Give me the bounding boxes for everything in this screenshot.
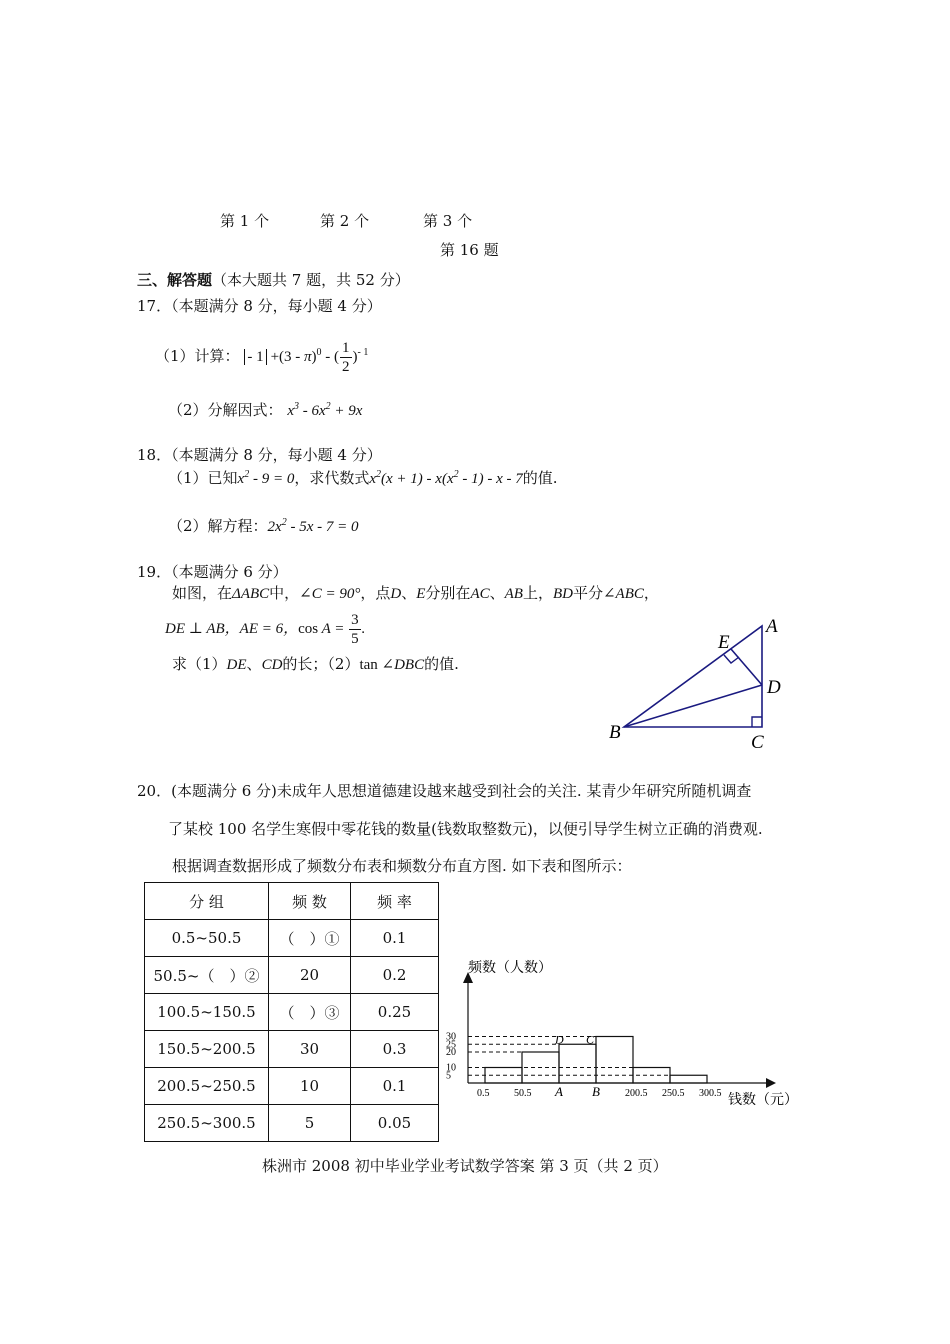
x-tick-label: 250.5 (662, 1088, 685, 1099)
q19-ask-d: 的值. (424, 655, 459, 673)
y-tick-label: 25 (446, 1039, 456, 1051)
q19-text-e: 分别在 (425, 584, 471, 602)
x-tick-label: A (555, 1084, 563, 1099)
x-tick-label: 300.5 (699, 1088, 722, 1099)
y-tick-label: 20 (446, 1047, 456, 1058)
fig16-label-3: 第 3 个 (423, 212, 473, 230)
q19-line2 (165, 604, 365, 652)
fig16-caption: 第 16 题 (440, 241, 499, 259)
table-cell: 200.5~250.5 (145, 1068, 269, 1105)
q19-seg-ac: AC (470, 586, 490, 602)
q19-text-b: 中， (269, 584, 300, 602)
q19-text-i: ， (643, 584, 659, 602)
x-tick-label: 200.5 (625, 1088, 648, 1099)
histogram-bar (670, 1075, 707, 1083)
table-cell: 10 (269, 1068, 351, 1105)
table-header: 频 率 (351, 883, 439, 920)
y-tick-label: 5 (446, 1070, 451, 1082)
x-axis-arrow (766, 1078, 776, 1088)
histogram-bar (596, 1037, 633, 1084)
table-row (145, 1068, 439, 1105)
q17-part1-label: （1）计算： (155, 347, 240, 365)
q17-part2-label: （2）分解因式： (168, 401, 283, 419)
table-header: 频 数 (269, 883, 351, 920)
q17-part1 (155, 329, 368, 377)
label-d: D (767, 677, 781, 698)
segment-de (731, 649, 762, 685)
right-angle-c (752, 717, 762, 727)
q18-part2 (168, 515, 359, 536)
q18-head: 18．（本题满分 8 分，每小题 4 分） (137, 446, 382, 464)
q19-text-d: 、 (401, 584, 417, 602)
q17-poly: $x^3 - 6x^2 + 9x$ (287, 401, 363, 419)
q18-equation: $2x^2 - 5x - 7 = 0$ (267, 517, 359, 535)
point-label-d: D (555, 1032, 564, 1047)
table-cell: （ ）① (269, 920, 351, 957)
table-header-row (145, 883, 439, 920)
frequency-table (144, 882, 439, 1142)
section-heading (137, 269, 410, 290)
table-row (145, 1031, 439, 1068)
q19-seg-bd: BD (552, 586, 573, 602)
q19-line3 (172, 653, 459, 674)
table-cell: 0.1 (351, 920, 439, 957)
q18-p1b: ，求代数式 (294, 469, 370, 487)
table-cell: 5 (269, 1105, 351, 1142)
table-cell: 0.2 (351, 957, 439, 994)
table-cell: 20 (269, 957, 351, 994)
q19-pt-d: D (390, 586, 402, 602)
table-cell: 0.5~50.5 (145, 920, 269, 957)
q19-seg-de: DE (226, 657, 247, 673)
fig16-label-2: 第 2 个 (320, 212, 370, 230)
table-cell: （ ）③ (269, 994, 351, 1031)
q18-part1 (168, 467, 558, 488)
segment-bd (624, 685, 762, 727)
q18-expression: $x^2(x + 1) - x(x^2 - 1) - x - 7$ (369, 469, 523, 487)
q19-angle-abc: ∠ABC (602, 586, 644, 602)
page-footer: 株洲市 2008 初中毕业学业考试数学答案 第 3 页（共 2 页） (262, 1157, 668, 1175)
q19-ask-b: 、 (246, 655, 262, 673)
q17-part2 (168, 399, 362, 420)
q19-tan: tan ∠DBC (359, 657, 425, 673)
table-cell: 150.5~200.5 (145, 1031, 269, 1068)
q19-tri: ΔABC (232, 586, 270, 602)
table-header: 分 组 (145, 883, 269, 920)
q19-conditions: DE ⊥ AB，AE = 6，cos A = $\frac{3}{5}$ . (165, 612, 366, 648)
triangle-abc (624, 626, 762, 727)
table-cell: 50.5~（ ）② (145, 957, 269, 994)
histogram-xlabel: 钱数（元） (728, 1092, 798, 1108)
label-a: A (766, 616, 778, 637)
y-tick-label: 10 (446, 1062, 456, 1074)
q19-ask-c: 的长；（2） (282, 655, 360, 673)
x-tick-label: B (592, 1084, 600, 1099)
q17-head: 17．（本题满分 8 分，每小题 4 分） (137, 297, 382, 315)
triangle-figure (600, 612, 800, 754)
histogram-bar (559, 1044, 596, 1083)
label-e: E (718, 632, 730, 653)
table-cell: 0.05 (351, 1105, 439, 1142)
q19-line1 (172, 582, 659, 603)
section-desc: （本大题共 7 题，共 52 分） (212, 271, 410, 289)
q18-given: $x^2 - 9 = 0$ (237, 469, 295, 487)
table-row (145, 920, 439, 957)
q19-text-h: 平分 (572, 584, 603, 602)
table-cell: 0.25 (351, 994, 439, 1031)
q19-seg-ab: AB (504, 586, 523, 602)
point-label-c: C (586, 1032, 595, 1047)
table-cell: 250.5~300.5 (145, 1105, 269, 1142)
q17-expression: - 1 +(3 - π)$^0$ - ( $\frac{1}{2}$ )$^{- 1}$ (244, 349, 368, 365)
q18-p1c: 的值. (522, 469, 558, 487)
table-cell: 100.5~150.5 (145, 994, 269, 1031)
section-title: 三、解答题 (137, 271, 213, 289)
table-row (145, 1105, 439, 1142)
q20-line1: 20．(本题满分 6 分)未成年人思想道德建设越来越受到社会的关注. 某青少年研究所随机调查 (137, 782, 752, 800)
table-row (145, 957, 439, 994)
histogram-ylabel: 频数（人数） (468, 960, 552, 976)
table-row (145, 994, 439, 1031)
fig16-label-1: 第 1 个 (220, 212, 270, 230)
q19-angle-c: ∠C = 90° (299, 586, 361, 602)
x-tick-label: 50.5 (514, 1088, 532, 1099)
q18-part2-label: （2）解方程： (168, 517, 268, 535)
y-tick-label: 30 (446, 1031, 456, 1043)
q19-pt-e: E (416, 586, 426, 602)
label-b: B (609, 722, 621, 743)
q19-text-f: 、 (489, 584, 505, 602)
table-cell: 0.1 (351, 1068, 439, 1105)
q19-ask-a: 求（1） (172, 655, 227, 673)
q19-text-g: 上， (522, 584, 553, 602)
q20-line2: 了某校 100 名学生寒假中零花钱的数量(钱数取整数元)，以便引导学生树立正确的消费观. (168, 820, 763, 838)
x-tick-label: 0.5 (477, 1088, 490, 1099)
table-cell: 30 (269, 1031, 351, 1068)
q18-p1a: （1）已知 (168, 469, 238, 487)
table-cell: 0.3 (351, 1031, 439, 1068)
label-c: C (751, 732, 764, 753)
q19-seg-cd: CD (261, 657, 283, 673)
q19-text-c: ，点 (360, 584, 391, 602)
q20-line3: 根据调查数据形成了频数分布表和频数分布直方图. 如下表和图所示： (172, 857, 632, 875)
q19-head: 19．（本题满分 6 分） (137, 563, 288, 581)
q19-text-a: 如图，在 (172, 584, 233, 602)
histogram-chart (440, 950, 800, 1110)
